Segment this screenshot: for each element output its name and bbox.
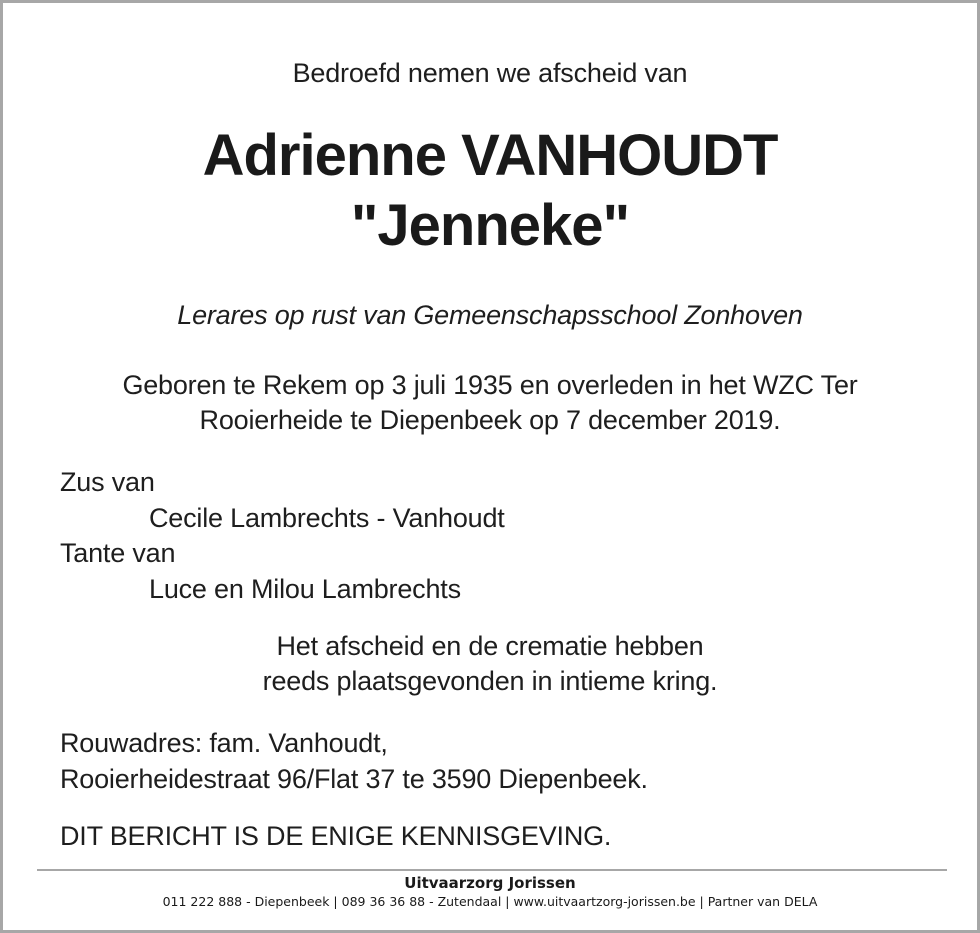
address-line-2: Rooierheidestraat 96/Flat 37 te 3590 Diepenbeek. bbox=[60, 764, 648, 794]
ceremony-text bbox=[3, 629, 977, 699]
relation-label-sister: Zus van bbox=[60, 467, 155, 497]
footer-divider bbox=[37, 869, 947, 871]
birth-death-line-1: Geboren te Rekem op 3 juli 1935 en overleden in het WZC Ter bbox=[122, 370, 858, 400]
deceased-name-line: Adrienne VANHOUDT bbox=[202, 123, 778, 188]
profession-text: Lerares op rust van Gemeenschapsschool Zonhoven bbox=[177, 300, 803, 330]
relation-names-aunt: Luce en Milou Lambrechts bbox=[149, 573, 461, 604]
mourning-address bbox=[60, 725, 920, 797]
ceremony-line-1: Het afscheid en de crematie hebben bbox=[276, 631, 704, 661]
footer bbox=[3, 874, 977, 910]
ceremony-line-2: reeds plaatsgevonden in intieme kring. bbox=[262, 666, 718, 696]
funeral-company-name: Uitvaarzorg Jorissen bbox=[404, 874, 576, 892]
only-notice-text: DIT BERICHT IS DE ENIGE KENNISGEVING. bbox=[60, 821, 612, 851]
address-line-1: Rouwadres: fam. Vanhoudt, bbox=[60, 728, 388, 758]
deceased-nickname: "Jenneke" bbox=[350, 193, 630, 258]
funeral-company-contact: 011 222 888 - Diepenbeek | 089 36 36 88 - Zutendaal | www.uitvaartzorg-jorissen.be | Partner van DELA bbox=[162, 894, 818, 909]
relations-list bbox=[60, 465, 920, 607]
birth-death-line-2: Rooierheide te Diepenbeek op 7 december 2019. bbox=[199, 405, 781, 435]
birth-death-text bbox=[3, 368, 977, 438]
relation-names-sister: Cecile Lambrechts - Vanhoudt bbox=[149, 502, 505, 533]
intro-text: Bedroefd nemen we afscheid van bbox=[292, 58, 688, 88]
relation-label-aunt: Tante van bbox=[60, 538, 176, 568]
deceased-name bbox=[3, 121, 977, 261]
